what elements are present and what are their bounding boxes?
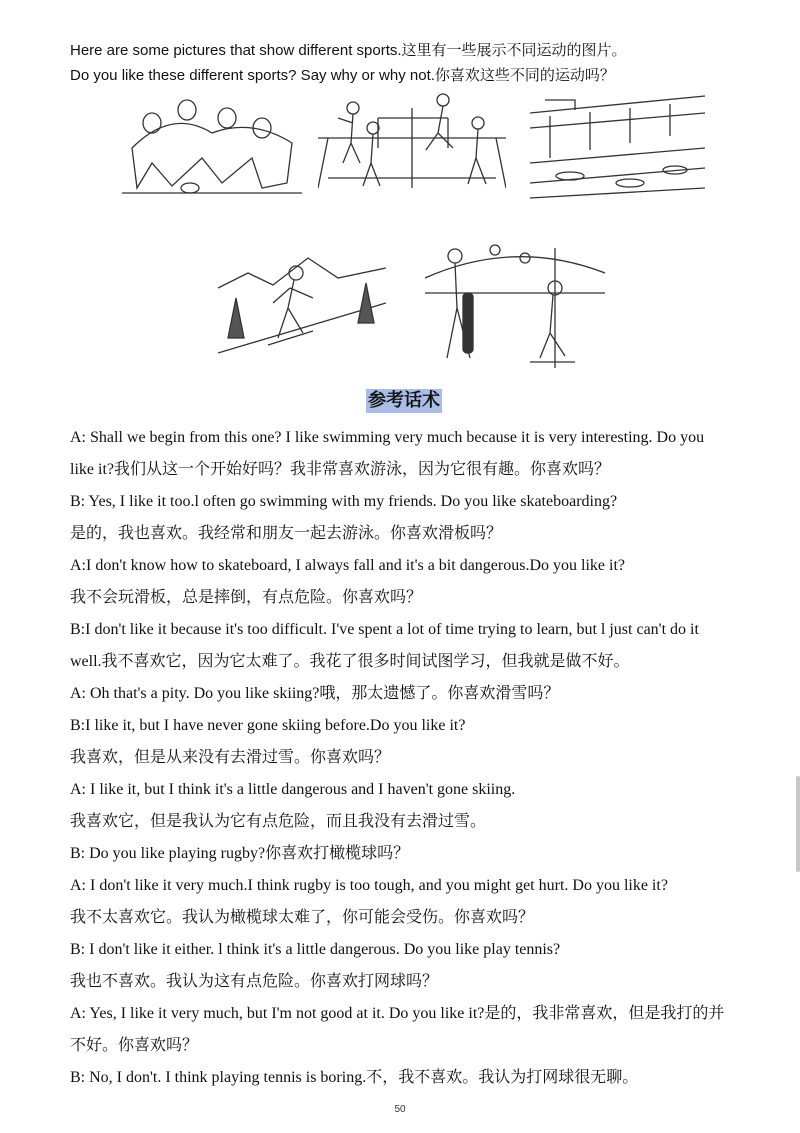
dialogue-turn [70,1000,780,1064]
dialogue-line: A: I like it, but I think it's a little dangerous and I haven't gone skiing. [70,781,516,798]
dialogue-turn [70,424,780,488]
swimming-picture [530,88,705,203]
dialogue [70,424,780,1096]
scrollbar[interactable] [796,776,800,872]
dialogue-turn [70,616,780,680]
skiing-picture [218,243,386,355]
dialogue-line: B: Yes, I like it too.l often go swimming with my friends. Do you like skateboarding? [70,493,618,510]
dialogue-line: B:I don't like it because it's too difficult. I've spent a lot of time trying to learn, but l just can't do it [70,621,699,638]
page-number: 50 [394,1104,406,1115]
dialogue-turn [70,488,780,552]
dialogue-line: 不好。你喜欢吗？ [70,1037,199,1054]
dialogue-turn [70,776,780,840]
intro-text [70,38,627,88]
dialogue-line: like it?我们从这一个开始好吗？我非常喜欢游泳，因为它很有趣。你喜欢吗？ [70,461,610,478]
section-heading: 参考话术 [368,390,440,411]
dialogue-line: 我喜欢，但是从来没有去滑过雪。你喜欢吗？ [70,749,391,766]
intro-line-2: Do you like these different sports? Say why or why not.你喜欢这些不同的运动吗？ [70,67,615,84]
dialogue-line: B: No, I don't. I think playing tennis is boring.不，我不喜欢。我认为打网球很无聊。 [70,1069,639,1086]
dialogue-turn [70,840,780,872]
dialogue-turn [70,872,780,936]
tennis-picture [318,88,506,193]
dialogue-line: 我喜欢它，但是我认为它有点危险，而且我没有去滑过雪。 [70,813,487,830]
dialogue-turn [70,1064,780,1096]
dialogue-line: 我不会玩滑板，总是摔倒，有点危险。你喜欢吗？ [70,589,423,606]
dialogue-line: A: Yes, I like it very much, but I'm not good at it. Do you like it?是的，我非常喜欢，但是我打的并 [70,1005,725,1022]
dialogue-line: B:I like it, but I have never gone skiing before.Do you like it? [70,717,466,734]
dialogue-line: B: I don't like it either. l think it's a little dangerous. Do you like play tennis? [70,941,561,958]
dialogue-line: 我不太喜欢它。我认为橄榄球太难了，你可能会受伤。你喜欢吗？ [70,909,535,926]
rugby-picture [112,88,310,198]
dialogue-line: 是的，我也喜欢。我经常和朋友一起去游泳。你喜欢滑板吗？ [70,525,503,542]
dialogue-line: A:I don't know how to skateboard, I always fall and it's a bit dangerous.Do you like it? [70,557,625,574]
intro-line-1: Here are some pictures that show different sports.这里有一些展示不同运动的图片。 [70,42,627,59]
dialogue-turn [70,712,780,776]
dialogue-turn [70,936,780,1000]
dialogue-line: B: Do you like playing rugby?你喜欢打橄榄球吗？ [70,845,410,862]
dialogue-turn [70,552,780,616]
dialogue-line: A: Shall we begin from this one? I like swimming very much because it is very interesting. Do you [70,429,705,446]
dialogue-line: A: I don't like it very much.I think rugby is too tough, and you might get hurt. Do you like it? [70,877,668,894]
skateboarding-picture [425,238,605,370]
dialogue-line: well.我不喜欢它，因为它太难了。我花了很多时间试图学习，但我就是做不好。 [70,653,630,670]
dialogue-line: A: Oh that's a pity. Do you like skiing?哦，那太遗憾了。你喜欢滑雪吗？ [70,685,560,702]
dialogue-line: 我也不喜欢。我认为这有点危险。你喜欢打网球吗？ [70,973,439,990]
dialogue-turn [70,680,780,712]
